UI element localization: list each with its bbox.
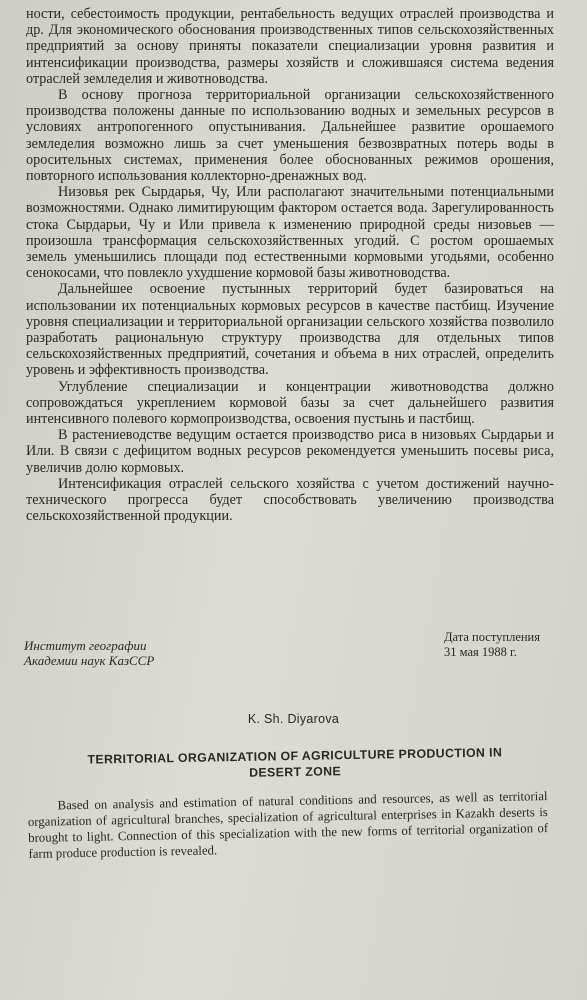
english-title-line-1: TERRITORIAL ORGANIZATION OF AGRICULTURE PRODUCTION IN [87, 745, 503, 767]
english-author: K. Sh. Diyarova [247, 712, 340, 726]
received-date [444, 630, 540, 660]
paragraph-5: Углубление специализации и концентрации животноводства должно сопровождаться укреплением кормовой базы за счет дальнейшего развития интенсивного полевого кормопроизводства, освоения пустынь и пастбищ. [26, 378, 554, 428]
received-value: 31 мая 1988 г. [444, 645, 517, 659]
english-title-line-2: DESERT ZONE [249, 764, 342, 780]
paragraph-7: Интенсификация отраслей сельского хозяйства с учетом достижений научно-технического прогресса будет способствовать увеличению производства сельскохозяйственной продукции. [26, 475, 554, 525]
affiliation-line-2: Академии наук КазССР [24, 653, 155, 668]
paragraph-3: Низовья рек Сырдарья, Чу, Или располагают значительными потенциальными возможностями. Однако лимитирующим фактором остается вода. Зарегулированность стока Сырдарьи, Чу и Или привела к изменению природной среды низовьев — произошла трансформация сельскохозяйственных угодий. С ростом орошаемых земель уменьшились площади под естественными кормовыми угодьями, особенно сенокосами, что повлекло ухудшение кормовой базы животноводства. [26, 184, 554, 282]
received-label: Дата поступления [444, 630, 540, 644]
paragraph-4: Дальнейшее освоение пустынных территорий будет базироваться на использовании их потенциальных кормовых ресурсов в качестве пастбищ. Изучение уровня специализации и территориальной организации сельского хозяйства позволило разработать рациональную структуру производства для отдельных типов сельскохозяйственных предприятий, сочетания и объема в них отраслей, определить уровень и эффективность производства. [26, 281, 554, 379]
paragraph-6: В растениеводстве ведущим остается производство риса в низовьях Сырдарьи и Или. В связи с дефицитом водных ресурсов рекомендуется уменьшить посевы риса, увеличив долю кормовых. [26, 427, 554, 476]
russian-article-text [26, 6, 554, 525]
affiliation [24, 638, 154, 668]
affiliation-line-1: Институт географии [24, 638, 147, 653]
english-title [50, 744, 540, 785]
english-abstract [27, 788, 548, 862]
english-abstract-text: Based on analysis and estimation of natural conditions and resources, as well as territorial organization of agricultural branches, specialization of agricultural enterprises in Kazakh deserts is brought to light. Connection of this specialization with the new forms of territorial organization of farm produce production is revealed. [27, 789, 549, 861]
paragraph-2: В основу прогноза территориальной организации сельскохозяйственного производства положены данные по использованию водных и земельных ресурсов в условиях антропогенного опустынивания. Дальнейшее развитие орошаемого земледелия возможно лишь за счет уменьшения безвозвратных потерь воды в оросительных системах, применения более обоснованных режимов орошения, повторного использования коллекторно-дренажных вод. [26, 87, 554, 185]
paragraph-1: ности, себестоимость продукции, рентабельность ведущих отраслей производства и др. Для экономического обоснования производственных типов сельскохозяйственных предприятий за основу приняты показатели специализации уровня развития и интенсификации производства, размеры хозяйств и сложившаяся система ведения отраслей земледелия и животноводства. [26, 6, 554, 87]
